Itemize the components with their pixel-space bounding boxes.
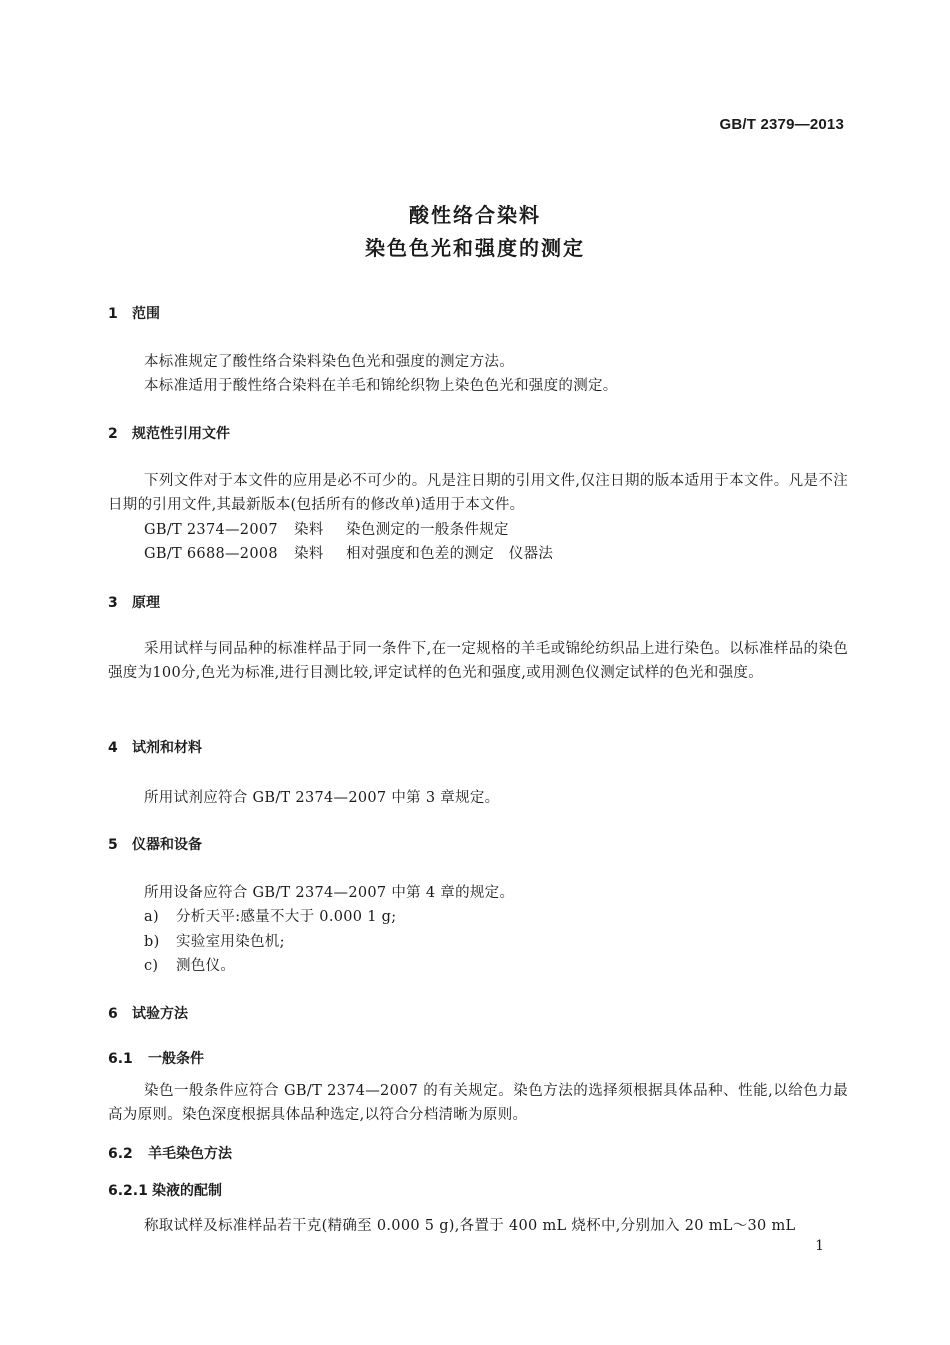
list-text: 分析天平:感量不大于 0.000 1 g; <box>176 909 397 925</box>
document-title-line2: 染色色光和强度的测定 <box>365 236 585 260</box>
section-title: 染液的配制 <box>152 1183 222 1199</box>
section-4-heading <box>108 737 202 757</box>
list-item <box>144 954 235 975</box>
section-6-1-heading <box>108 1048 204 1068</box>
reference-title: 染料 <box>294 522 324 538</box>
section-number: 1 <box>108 306 118 322</box>
section-3-paragraph: 采用试样与同品种的标准样品于同一条件下,在一定规格的羊毛或锦纶纺织品上进行染色。以标准样品的染色强度为100分,色光为标准,进行目测比较,评定试样的色光和强度,或用测色仪测定试样的色光和强度。 <box>108 641 848 681</box>
list-item <box>144 905 396 926</box>
reference-subtitle: 染色测定的一般条件规定 <box>346 522 509 538</box>
list-text: 实验室用染色机; <box>176 934 285 950</box>
section-title: 原理 <box>132 595 160 611</box>
section-3-heading <box>108 592 160 612</box>
section-1-paragraph-1: 本标准规定了酸性络合染料染色色光和强度的测定方法。 <box>144 354 514 370</box>
section-number: 6.2.1 <box>108 1183 148 1199</box>
section-title: 试剂和材料 <box>132 740 202 756</box>
document-title-line1: 酸性络合染料 <box>409 203 541 227</box>
page-number: 1 <box>815 1238 824 1254</box>
section-title: 范围 <box>132 306 160 322</box>
section-5-heading <box>108 834 202 854</box>
section-number: 6.2 <box>108 1146 133 1162</box>
section-6-2-1-paragraph: 称取试样及标准样品若干克(精确至 0.000 5 g),各置于 400 mL 烧杯中,分别加入 20 mL～30 mL <box>144 1218 796 1234</box>
section-2-intro: 下列文件对于本文件的应用是必不可少的。凡是注日期的引用文件,仅注日期的版本适用于本文件。凡是不注日期的引用文件,其最新版本(包括所有的修改单)适用于本文件。 <box>108 473 848 513</box>
section-title: 试验方法 <box>132 1006 188 1022</box>
section-number: 2 <box>108 426 118 442</box>
section-6-2-1-heading <box>108 1180 222 1200</box>
list-marker: b) <box>144 934 160 950</box>
list-item <box>144 930 285 951</box>
standard-code: GB/T 2379—2013 <box>719 116 844 133</box>
reference-code: GB/T 2374—2007 <box>144 522 278 538</box>
section-6-1-paragraph: 染色一般条件应符合 GB/T 2374—2007 的有关规定。染色方法的选择须根据具体品种、性能,以给色力最高为原则。染色深度根据具体品种选定,以符合分档清晰为原则。 <box>108 1083 848 1123</box>
reference-item <box>144 518 509 539</box>
section-title: 一般条件 <box>148 1051 204 1067</box>
reference-item <box>144 542 553 563</box>
section-title: 羊毛染色方法 <box>148 1146 232 1162</box>
section-1-paragraph-2: 本标准适用于酸性络合染料在羊毛和锦纶织物上染色色光和强度的测定。 <box>144 378 618 394</box>
reference-subtitle: 相对强度和色差的测定 仪器法 <box>346 546 554 562</box>
section-number: 5 <box>108 837 118 853</box>
reference-code: GB/T 6688—2008 <box>144 546 278 562</box>
section-2-heading <box>108 423 230 443</box>
section-6-2-heading <box>108 1143 232 1163</box>
section-4-paragraph: 所用试剂应符合 GB/T 2374—2007 中第 3 章规定。 <box>144 790 500 806</box>
section-number: 4 <box>108 740 118 756</box>
section-number: 6.1 <box>108 1051 133 1067</box>
section-6-heading <box>108 1003 188 1023</box>
section-5-paragraph: 所用设备应符合 GB/T 2374—2007 中第 4 章的规定。 <box>144 885 515 901</box>
section-number: 6 <box>108 1006 118 1022</box>
list-marker: a) <box>144 909 159 925</box>
section-1-heading <box>108 303 160 323</box>
section-title: 规范性引用文件 <box>132 426 230 442</box>
list-marker: c) <box>144 958 159 974</box>
reference-title: 染料 <box>294 546 324 562</box>
section-title: 仪器和设备 <box>132 837 202 853</box>
section-number: 3 <box>108 595 118 611</box>
list-text: 测色仪。 <box>176 958 236 974</box>
